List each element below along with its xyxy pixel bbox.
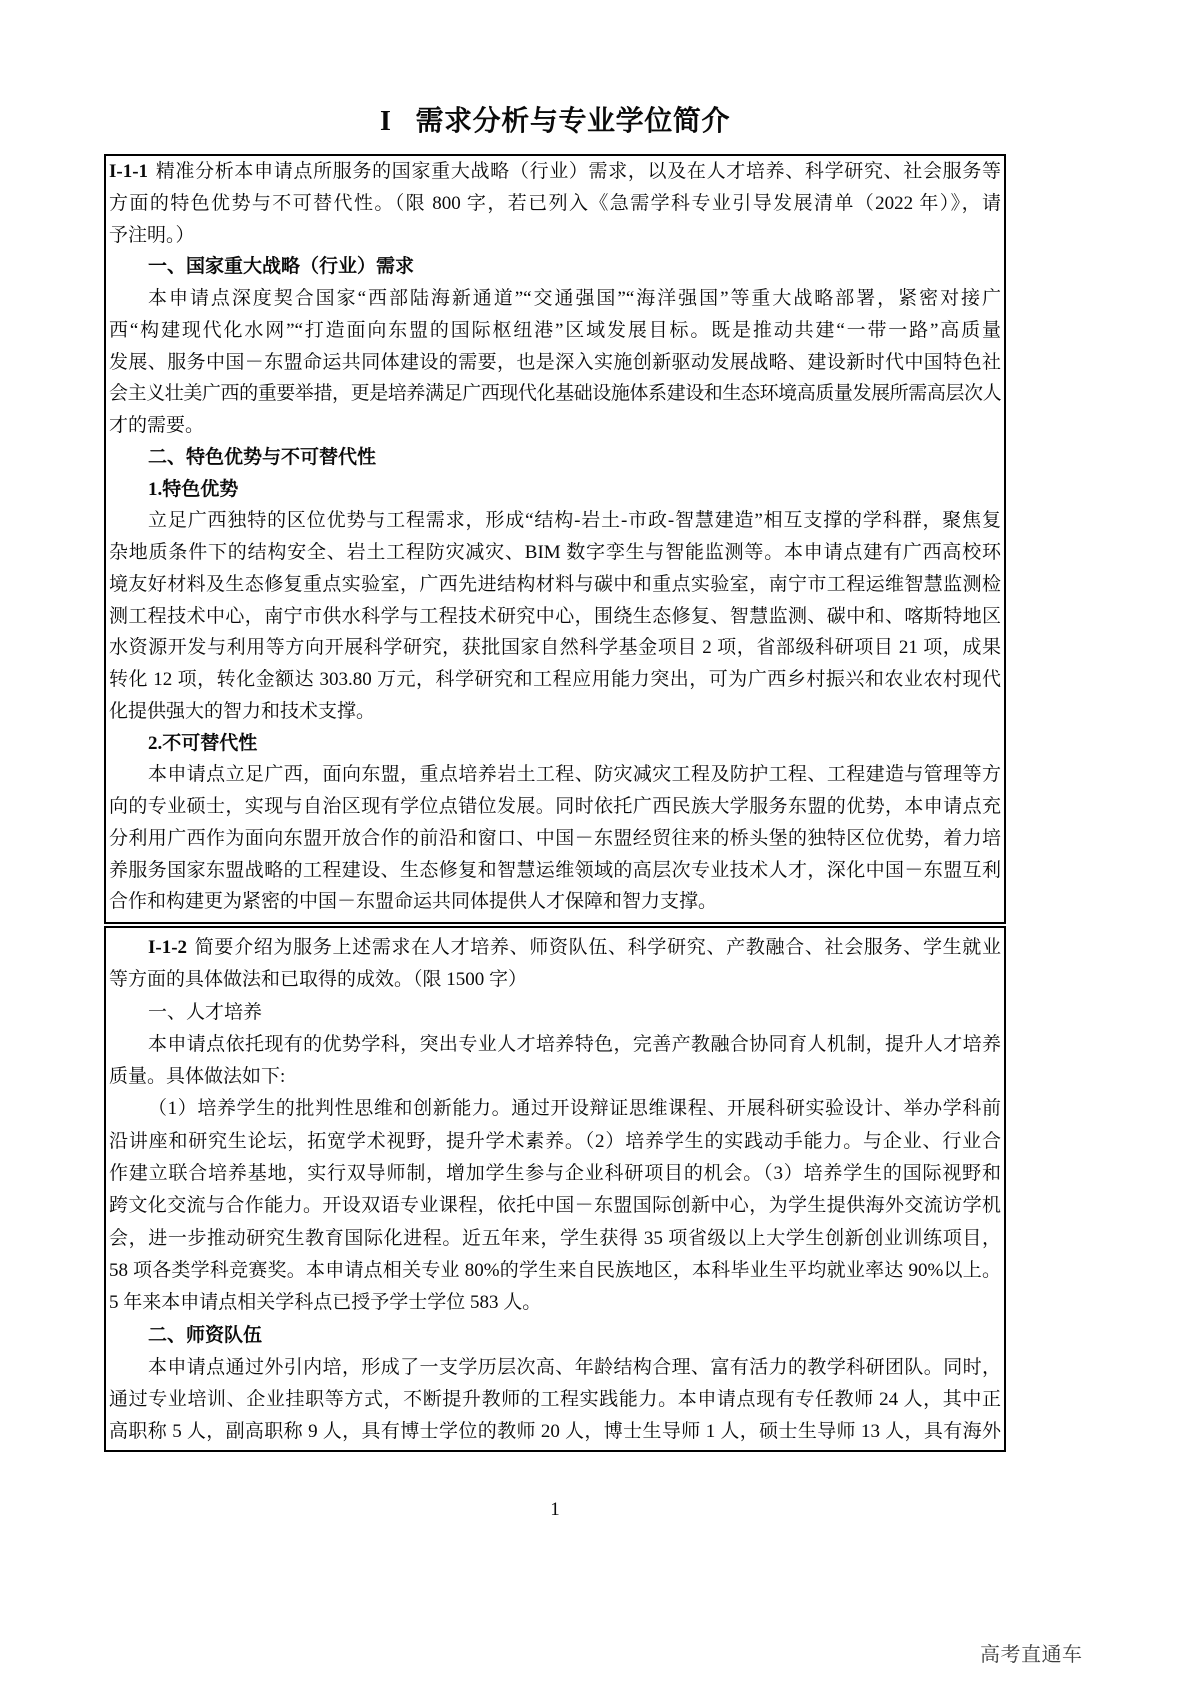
page-number: 1 — [550, 1499, 560, 1520]
paragraph-line: 跨文化交流与合作能力。开设双语专业课程，依托中国－东盟国际创新中心，为学生提供海外交流访学机 — [109, 1195, 1001, 1217]
paragraph-line: 本申请点通过外引内培，形成了一支学历层次高、年龄结构合理、富有活力的教学科研团队。同时， — [148, 1356, 1001, 1378]
paragraph-line: 合作和构建更为紧密的中国－东盟命运共同体提供人才保障和智力支撑。 — [109, 891, 718, 913]
paragraph-line: 通过专业培训、企业挂职等方式，不断提升教师的工程实践能力。本申请点现有专任教师 24 人，其中正 — [109, 1389, 1001, 1411]
requirement-box-i-1-2 — [104, 926, 1006, 1452]
subsection-heading: 2.不可替代性 — [148, 732, 258, 754]
paragraph-line: 养服务国家东盟战略的工程建设、生态修复和智慧运维领域的高层次专业技术人才，深化中国－东盟互利 — [109, 859, 1001, 881]
paragraph-line: 杂地质条件下的结构安全、岩土工程防灾减灾、BIM 数字孪生与智能监测等。本申请点建有广西高校环 — [109, 542, 1001, 563]
prompt-line: I-1-2 简要介绍为服务上述需求在人才培养、师资队伍、科学研究、产教融合、社会服务、学生就业 — [148, 937, 1001, 958]
prompt-line: 方面的特色优势与不可替代性。（限 800 字，若已列入《急需学科专业引导发展清单（2022 年）》，请 — [109, 192, 1001, 214]
paragraph-line: 本申请点深度契合国家“西部陆海新通道”“交通强国”“海洋强国”等重大战略部署，紧密对接广 — [148, 288, 1001, 309]
paragraph-line: 作建立联合培养基地，实行双导师制，增加学生参与企业科研项目的机会。（3）培养学生的国际视野和 — [109, 1163, 1001, 1185]
paragraph-line: 发展、服务中国－东盟命运共同体建设的需要，也是深入实施创新驱动发展战略、建设新时代中国特色社 — [109, 351, 1001, 373]
section-number: I — [379, 106, 392, 137]
paragraph-line: 58 项各类学科竞赛奖。本申请点相关专业 80%的学生来自民族地区，本科毕业生平均就业率达 90%以上。 — [109, 1259, 1001, 1281]
paragraph-line: 测工程技术中心，南宁市供水科学与工程技术研究中心，围绕生态修复、智慧监测、碳中和、喀斯特地区 — [109, 605, 1001, 627]
paragraph-line: 才的需要。 — [109, 415, 205, 436]
paragraph-line: 化提供强大的智力和技术支撑。 — [109, 700, 376, 722]
watermark: 高考直通车 — [980, 1644, 1083, 1666]
paragraph-line: 本申请点依托现有的优势学科，突出专业人才培养特色，完善产教融合协同育人机制，提升人才培养 — [148, 1033, 1001, 1055]
prompt-line: 予注明。） — [109, 224, 195, 246]
paragraph-line: 转化 12 项，转化金额达 303.80 万元，科学研究和工程应用能力突出，可为广西乡村振兴和农业农村现代 — [109, 669, 1001, 690]
section-heading: 一、人才培养 — [148, 1001, 263, 1023]
section-title — [104, 103, 1006, 141]
paragraph-line: 会主义壮美广西的重要举措，更是培养满足广西现代化基础设施体系建设和生态环境高质量发展所需高层次人 — [109, 383, 1001, 405]
paragraph-line: 西“构建现代化水网”“打造面向东盟的国际枢纽港”区域发展目标。既是推动共建“一带一路”高质量 — [109, 319, 1001, 341]
paragraph-line: 立足广西独特的区位优势与工程需求，形成“结构-岩土-市政-智慧建造”相互支撑的学科群，聚焦复 — [148, 510, 1001, 532]
section-title-text: 需求分析与专业学位简介 — [415, 106, 731, 137]
paragraph-line: 境友好材料及生态修复重点实验室，广西先进结构材料与碳中和重点实验室，南宁市工程运维智慧监测检 — [109, 573, 1001, 595]
paragraph-line: 高职称 5 人，副高职称 9 人，具有博士学位的教师 20 人，博士生导师 1 人，硕士生导师 13 人，具有海外 — [109, 1421, 1001, 1443]
requirement-box-i-1-1 — [104, 154, 1006, 924]
section-heading: 一、国家重大战略（行业）需求 — [148, 256, 415, 278]
prompt-line: 等方面的具体做法和已取得的成效。（限 1500 字） — [109, 969, 528, 991]
section-heading: 二、特色优势与不可替代性 — [148, 446, 377, 468]
paragraph-line: 会，进一步推动研究生教育国际化进程。近五年来，学生获得 35 项省级以上大学生创新创业训练项目， — [109, 1227, 1001, 1249]
paragraph-line: 水资源开发与利用等方向开展科学研究，获批国家自然科学基金项目 2 项，省部级科研项目 21 项，成果 — [109, 637, 1001, 659]
paragraph-line: 本申请点立足广西，面向东盟，重点培养岩土工程、防灾减灾工程及防护工程、工程建造与管理等方 — [148, 764, 1001, 786]
paragraph-line: 5 年来本申请点相关学科点已授予学士学位 583 人。 — [109, 1292, 542, 1314]
subsection-heading: 1.特色优势 — [148, 478, 239, 500]
paragraph-line: 分利用广西作为面向东盟开放合作的前沿和窗口、中国－东盟经贸往来的桥头堡的独特区位优势，着力培 — [109, 827, 1001, 849]
paragraph-line: 沿讲座和研究生论坛，拓宽学术视野，提升学术素养。（2）培养学生的实践动手能力。与企业、行业合 — [109, 1130, 1001, 1152]
item-code: I-1-1 — [109, 161, 149, 182]
section-heading: 二、师资队伍 — [148, 1324, 263, 1346]
prompt-line: I-1-1 精准分析本申请点所服务的国家重大战略（行业）需求，以及在人才培养、科学研究、社会服务等 — [109, 161, 1001, 182]
item-code: I-1-2 — [148, 937, 188, 958]
paragraph-line: 质量。具体做法如下: — [109, 1066, 286, 1088]
paragraph-line: 向的专业硕士，实现与自治区现有学位点错位发展。同时依托广西民族大学服务东盟的优势，本申请点充 — [109, 796, 1001, 817]
paragraph-line: （1）培养学生的批判性思维和创新能力。通过开设辩证思维课程、开展科研实验设计、举办学科前 — [148, 1098, 1001, 1120]
